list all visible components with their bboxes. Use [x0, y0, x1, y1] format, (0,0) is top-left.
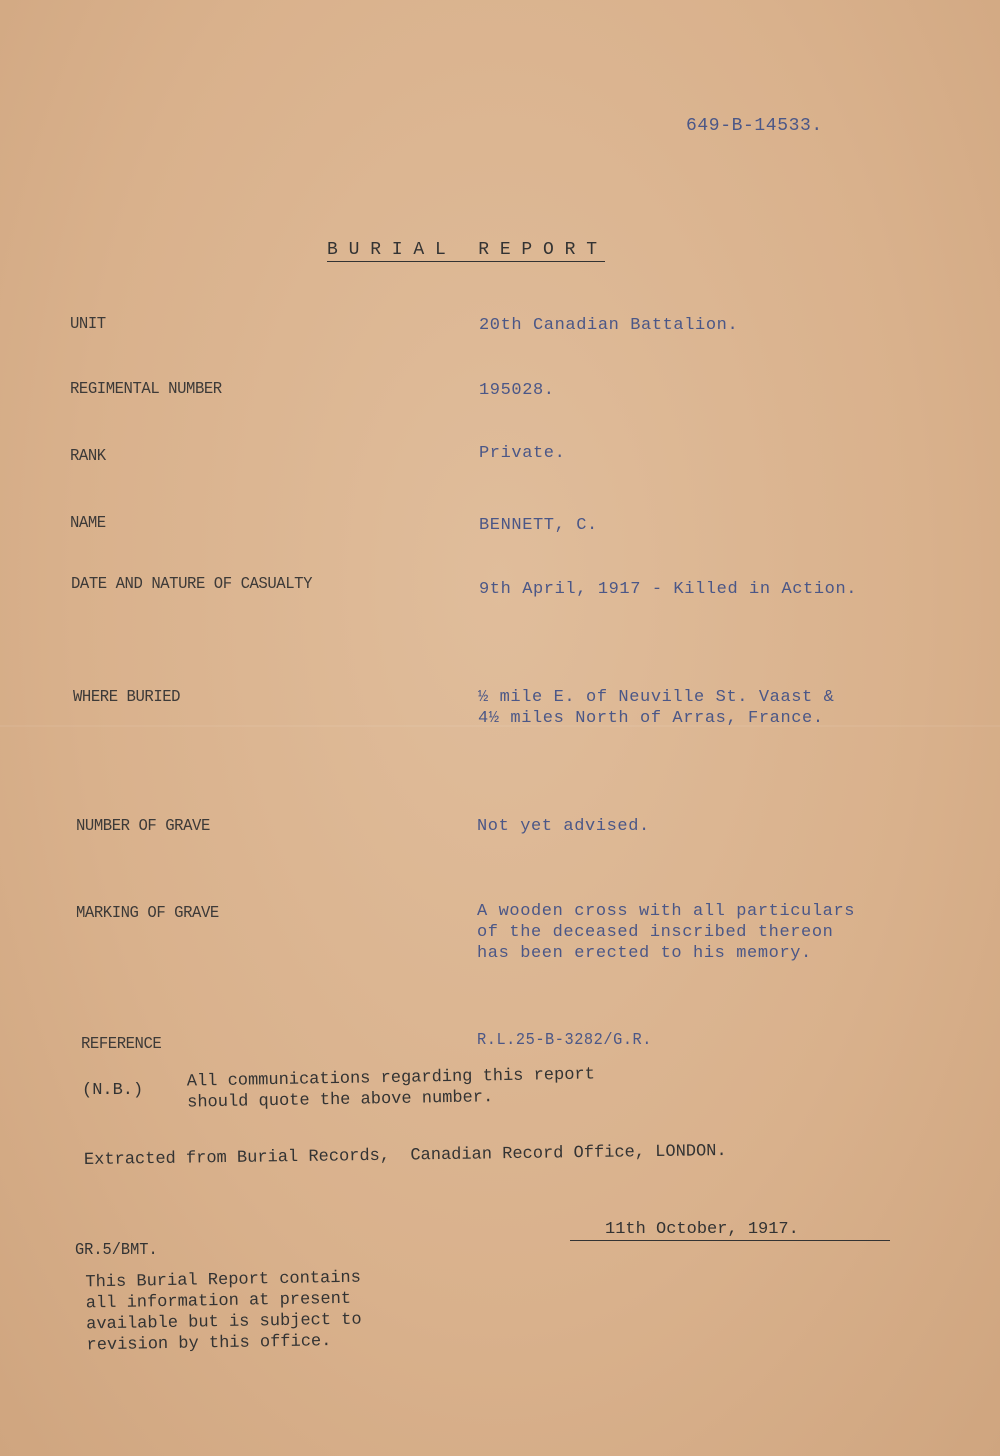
- extracted-from: Extracted from Burial Records, Canadian Record Office, LONDON.: [83, 1142, 727, 1170]
- field-value-marking-of-grave: A wooden cross with all particulars of the deceased inscribed thereon has been erected to his memory.: [477, 902, 856, 963]
- field-label-unit: UNIT: [70, 315, 106, 334]
- field-label-regimental-number: REGIMENTAL NUMBER: [70, 380, 222, 399]
- file-number: 649-B-14533.: [686, 116, 823, 136]
- field-label-marking-of-grave: MARKING OF GRAVE: [76, 904, 219, 923]
- field-value-name: BENNETT, C.: [479, 516, 598, 535]
- form-code: GR.5/BMT.: [75, 1241, 158, 1260]
- field-label-rank: RANK: [70, 447, 106, 466]
- field-label-name: NAME: [70, 514, 106, 533]
- field-label-casualty: DATE AND NATURE OF CASUALTY: [71, 575, 312, 594]
- field-value-regimental-number: 195028.: [479, 381, 555, 400]
- field-value-reference: R.L.25-B-3282/G.R.: [477, 1031, 652, 1050]
- field-value-rank: Private.: [479, 444, 566, 463]
- field-value-number-of-grave: Not yet advised.: [477, 817, 650, 836]
- field-label-where-buried: WHERE BURIED: [73, 688, 181, 707]
- field-value-casualty: 9th April, 1917 - Killed in Action.: [479, 580, 858, 599]
- field-label-reference: REFERENCE: [81, 1035, 162, 1054]
- nb-label: (N.B.): [82, 1081, 144, 1100]
- field-value-where-buried: ½ mile E. of Neuville St. Vaast & 4½ miles North of Arras, France.: [478, 688, 835, 728]
- page-title: B U R I A L R E P O R T: [327, 240, 605, 262]
- disclaimer: This Burial Report contains all information at present available but is subject to revision by this office.: [85, 1268, 362, 1356]
- report-date: 11th October, 1917.: [570, 1219, 890, 1241]
- field-label-number-of-grave: NUMBER OF GRAVE: [76, 817, 210, 836]
- field-value-unit: 20th Canadian Battalion.: [479, 316, 739, 335]
- nb-text: All communications regarding this report should quote the above number.: [186, 1065, 596, 1113]
